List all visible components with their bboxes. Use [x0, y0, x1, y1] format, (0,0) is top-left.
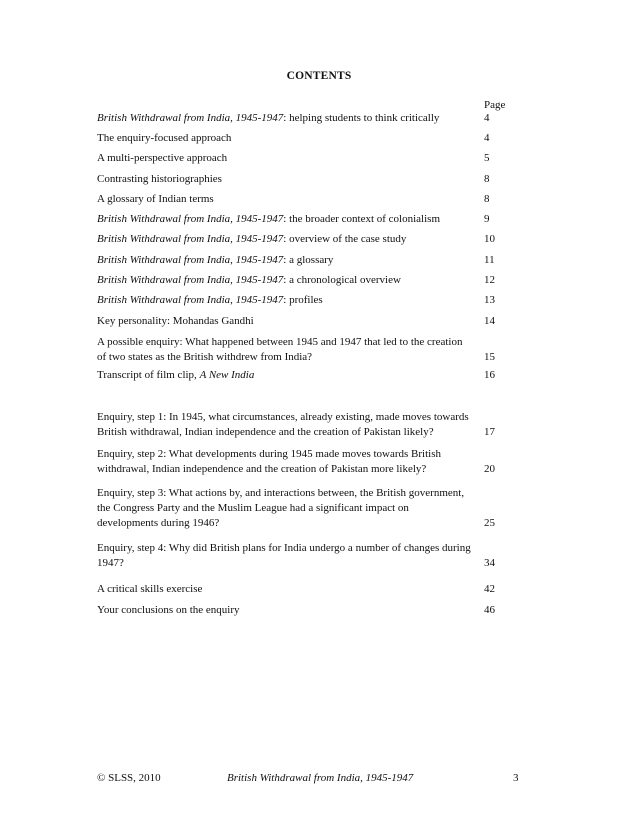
toc-entry[interactable] — [97, 273, 502, 288]
toc-entry[interactable] — [97, 447, 502, 477]
toc-entry-title: British Withdrawal from India, 1945-1947: the broader context of colonialism — [97, 213, 440, 225]
toc-entry[interactable] — [97, 314, 502, 329]
toc-entry-page: 5 — [484, 152, 490, 164]
toc-entry-title: The enquiry-focused approach — [97, 132, 232, 144]
toc-entry-page: 20 — [484, 463, 495, 475]
toc-entry[interactable] — [97, 603, 502, 618]
toc-entry[interactable] — [97, 486, 502, 531]
toc-entry-title: British Withdrawal from India, 1945-1947: helping students to think critically — [97, 112, 440, 124]
toc-entry-title: Enquiry, step 4: Why did British plans for India undergo a number of changes during 1947? — [97, 542, 471, 569]
toc-entry-page: 46 — [484, 604, 495, 616]
toc-entry-title: Enquiry, step 1: In 1945, what circumstances, already existing, made moves towards British withdrawal, Indian independence and the creation of Pakistan likely? — [97, 411, 469, 438]
toc-entry-page: 15 — [484, 351, 495, 363]
toc-entry-title: A critical skills exercise — [97, 583, 203, 595]
toc-entry-page: 13 — [484, 294, 495, 306]
toc-entry-page: 42 — [484, 583, 495, 595]
toc-entry[interactable] — [97, 212, 502, 227]
toc-entry-title: Key personality: Mohandas Gandhi — [97, 315, 254, 327]
toc-entry[interactable] — [97, 192, 502, 207]
toc-entry-title: British Withdrawal from India, 1945-1947: overview of the case study — [97, 233, 407, 245]
toc-entry-page: 8 — [484, 173, 490, 185]
toc-entry-title: British Withdrawal from India, 1945-1947: a glossary — [97, 254, 334, 266]
toc-entry-title: A glossary of Indian terms — [97, 193, 214, 205]
toc-entry-title: British Withdrawal from India, 1945-1947: profiles — [97, 294, 323, 306]
footer-title: British Withdrawal from India, 1945-1947 — [227, 772, 414, 784]
footer-copyright: © SLSS, 2010 — [97, 772, 161, 784]
toc-entry-page: 25 — [484, 517, 495, 529]
toc-entry-page: 34 — [484, 557, 495, 569]
toc-entry[interactable] — [97, 253, 502, 268]
toc-entry[interactable] — [97, 335, 502, 365]
toc-entry[interactable] — [97, 541, 502, 571]
toc-entry[interactable] — [97, 232, 502, 247]
toc-entry[interactable] — [97, 293, 502, 308]
toc-entry-page: 14 — [484, 315, 495, 327]
toc-entry-page: 11 — [484, 254, 495, 266]
toc-entry-page: 10 — [484, 233, 495, 245]
toc-entry[interactable] — [97, 131, 502, 146]
toc-entry-page: 17 — [484, 426, 495, 438]
toc-entry-title: Enquiry, step 3: What actions by, and interactions between, the British government, the Congress Party and the Muslim League had a significant impact on developments during 1946? — [97, 487, 465, 529]
toc-entry[interactable] — [97, 151, 502, 166]
toc-entry-page: 16 — [484, 369, 495, 381]
page-title: CONTENTS — [286, 70, 352, 82]
toc-entry-title: Enquiry, step 2: What developments during 1945 made moves towards British withdrawal, Indian independence and the creation of Pakistan more likely? — [97, 448, 442, 475]
toc-entry-title: A possible enquiry: What happened between 1945 and 1947 that led to the creation of two states as the British withdrew from India? — [97, 336, 463, 363]
toc-entry[interactable] — [97, 111, 502, 126]
toc-entry-page: 9 — [484, 213, 490, 225]
toc-entry-title: British Withdrawal from India, 1945-1947: a chronological overview — [97, 274, 401, 286]
toc-entry-page: 12 — [484, 274, 495, 286]
toc-entry-page: 4 — [484, 112, 490, 124]
toc-entry-title: Contrasting historiographies — [97, 173, 222, 185]
page-column-header: Page — [484, 99, 506, 111]
toc-entry[interactable] — [97, 368, 502, 383]
toc-entry[interactable] — [97, 172, 502, 187]
toc-entry-page: 8 — [484, 193, 490, 205]
toc-entry[interactable] — [97, 582, 502, 597]
toc-entry-title: Transcript of film clip, A New India — [97, 369, 255, 381]
footer-page-number: 3 — [513, 772, 519, 784]
toc-entry-page: 4 — [484, 132, 490, 144]
toc-entry-title: A multi-perspective approach — [97, 152, 228, 164]
toc-entry-title: Your conclusions on the enquiry — [97, 604, 240, 616]
toc-entry[interactable] — [97, 395, 502, 440]
